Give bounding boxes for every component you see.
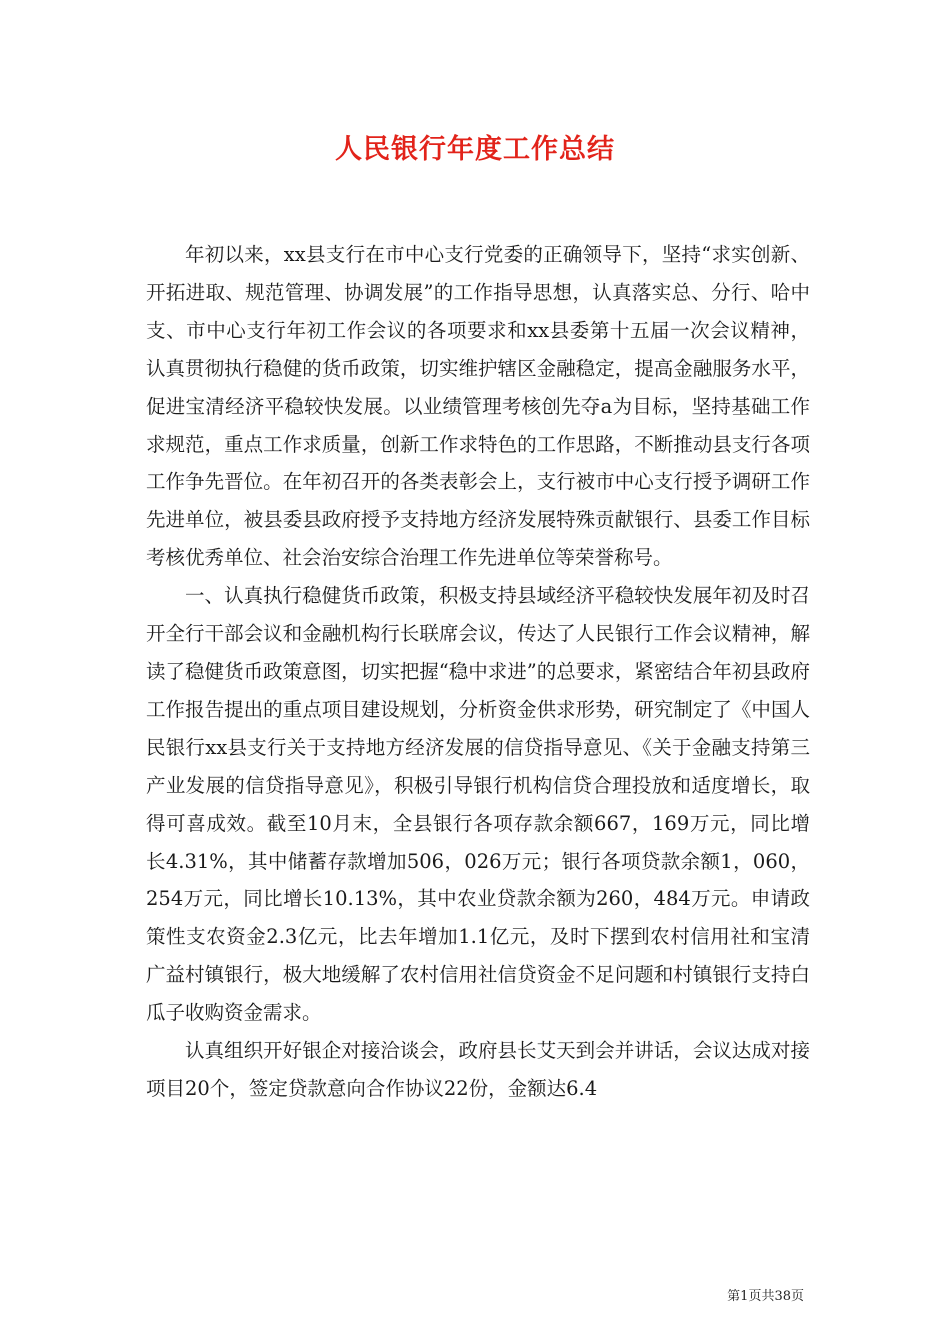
paragraph-bank-enterprise-meeting: 认真组织开好银企对接洽谈会，政府县长艾天到会并讲话，会议达成对接项目20个，签定贷款意向合作协议22份，金额达6.4	[146, 1039, 810, 1100]
paragraph-intro: 年初以来，xx县支行在市中心支行党委的正确领导下，坚持“求实创新、开拓进取、规范管理、协调发展”的工作指导思想，认真落实总、分行、哈中支、市中心支行年初工作会议的各项要求和xx县委第十五届一次会议精神，认真贯彻执行稳健的货币政策，切实维护辖区金融稳定，提高金融服务水平，促进宝清经济平稳较快发展。以业绩管理考核创先夺a为目标，坚持基础工作求规范，重点工作求质量，创新工作求特色的工作思路，不断推动县支行各项工作争先晋位。在年初召开的各类表彰会上，支行被市中心支行授予调研工作先进单位，被县委县政府授予支持地方经济发展特殊贡献银行、县委工作目标考核优秀单位、社会治安综合治理工作先进单位等荣誉称号。	[146, 243, 810, 570]
document-body	[146, 236, 810, 1108]
paragraph-monetary-policy: 一、认真执行稳健货币政策，积极支持县域经济平稳较快发展年初及时召开全行干部会议和金融机构行长联席会议，传达了人民银行工作会议精神，解读了稳健货币政策意图，切实把握“稳中求进”的总要求，紧密结合年初县政府工作报告提出的重点项目建设规划，分析资金供求形势，研究制定了《中国人民银行xx县支行关于支持地方经济发展的信贷指导意见、《关于金融支持第三产业发展的信贷指导意见》，积极引导银行机构信贷合理投放和适度增长，取得可喜成效。截至10月末，全县银行各项存款余额667，169万元，同比增长4.31%，其中储蓄存款增加506，026万元；银行各项贷款余额1，060，254万元，同比增长10.13%，其中农业贷款余额为260，484万元。申请政策性支农资金2.3亿元，比去年增加1.1亿元，及时下摆到农村信用社和宝清广益村镇银行，极大地缓解了农村信用社信贷资金不足问题和村镇银行支持白瓜子收购资金需求。	[146, 584, 810, 1025]
page-number: 第1页共38页	[727, 1289, 804, 1304]
document-title: 人民银行年度工作总结	[335, 134, 615, 165]
